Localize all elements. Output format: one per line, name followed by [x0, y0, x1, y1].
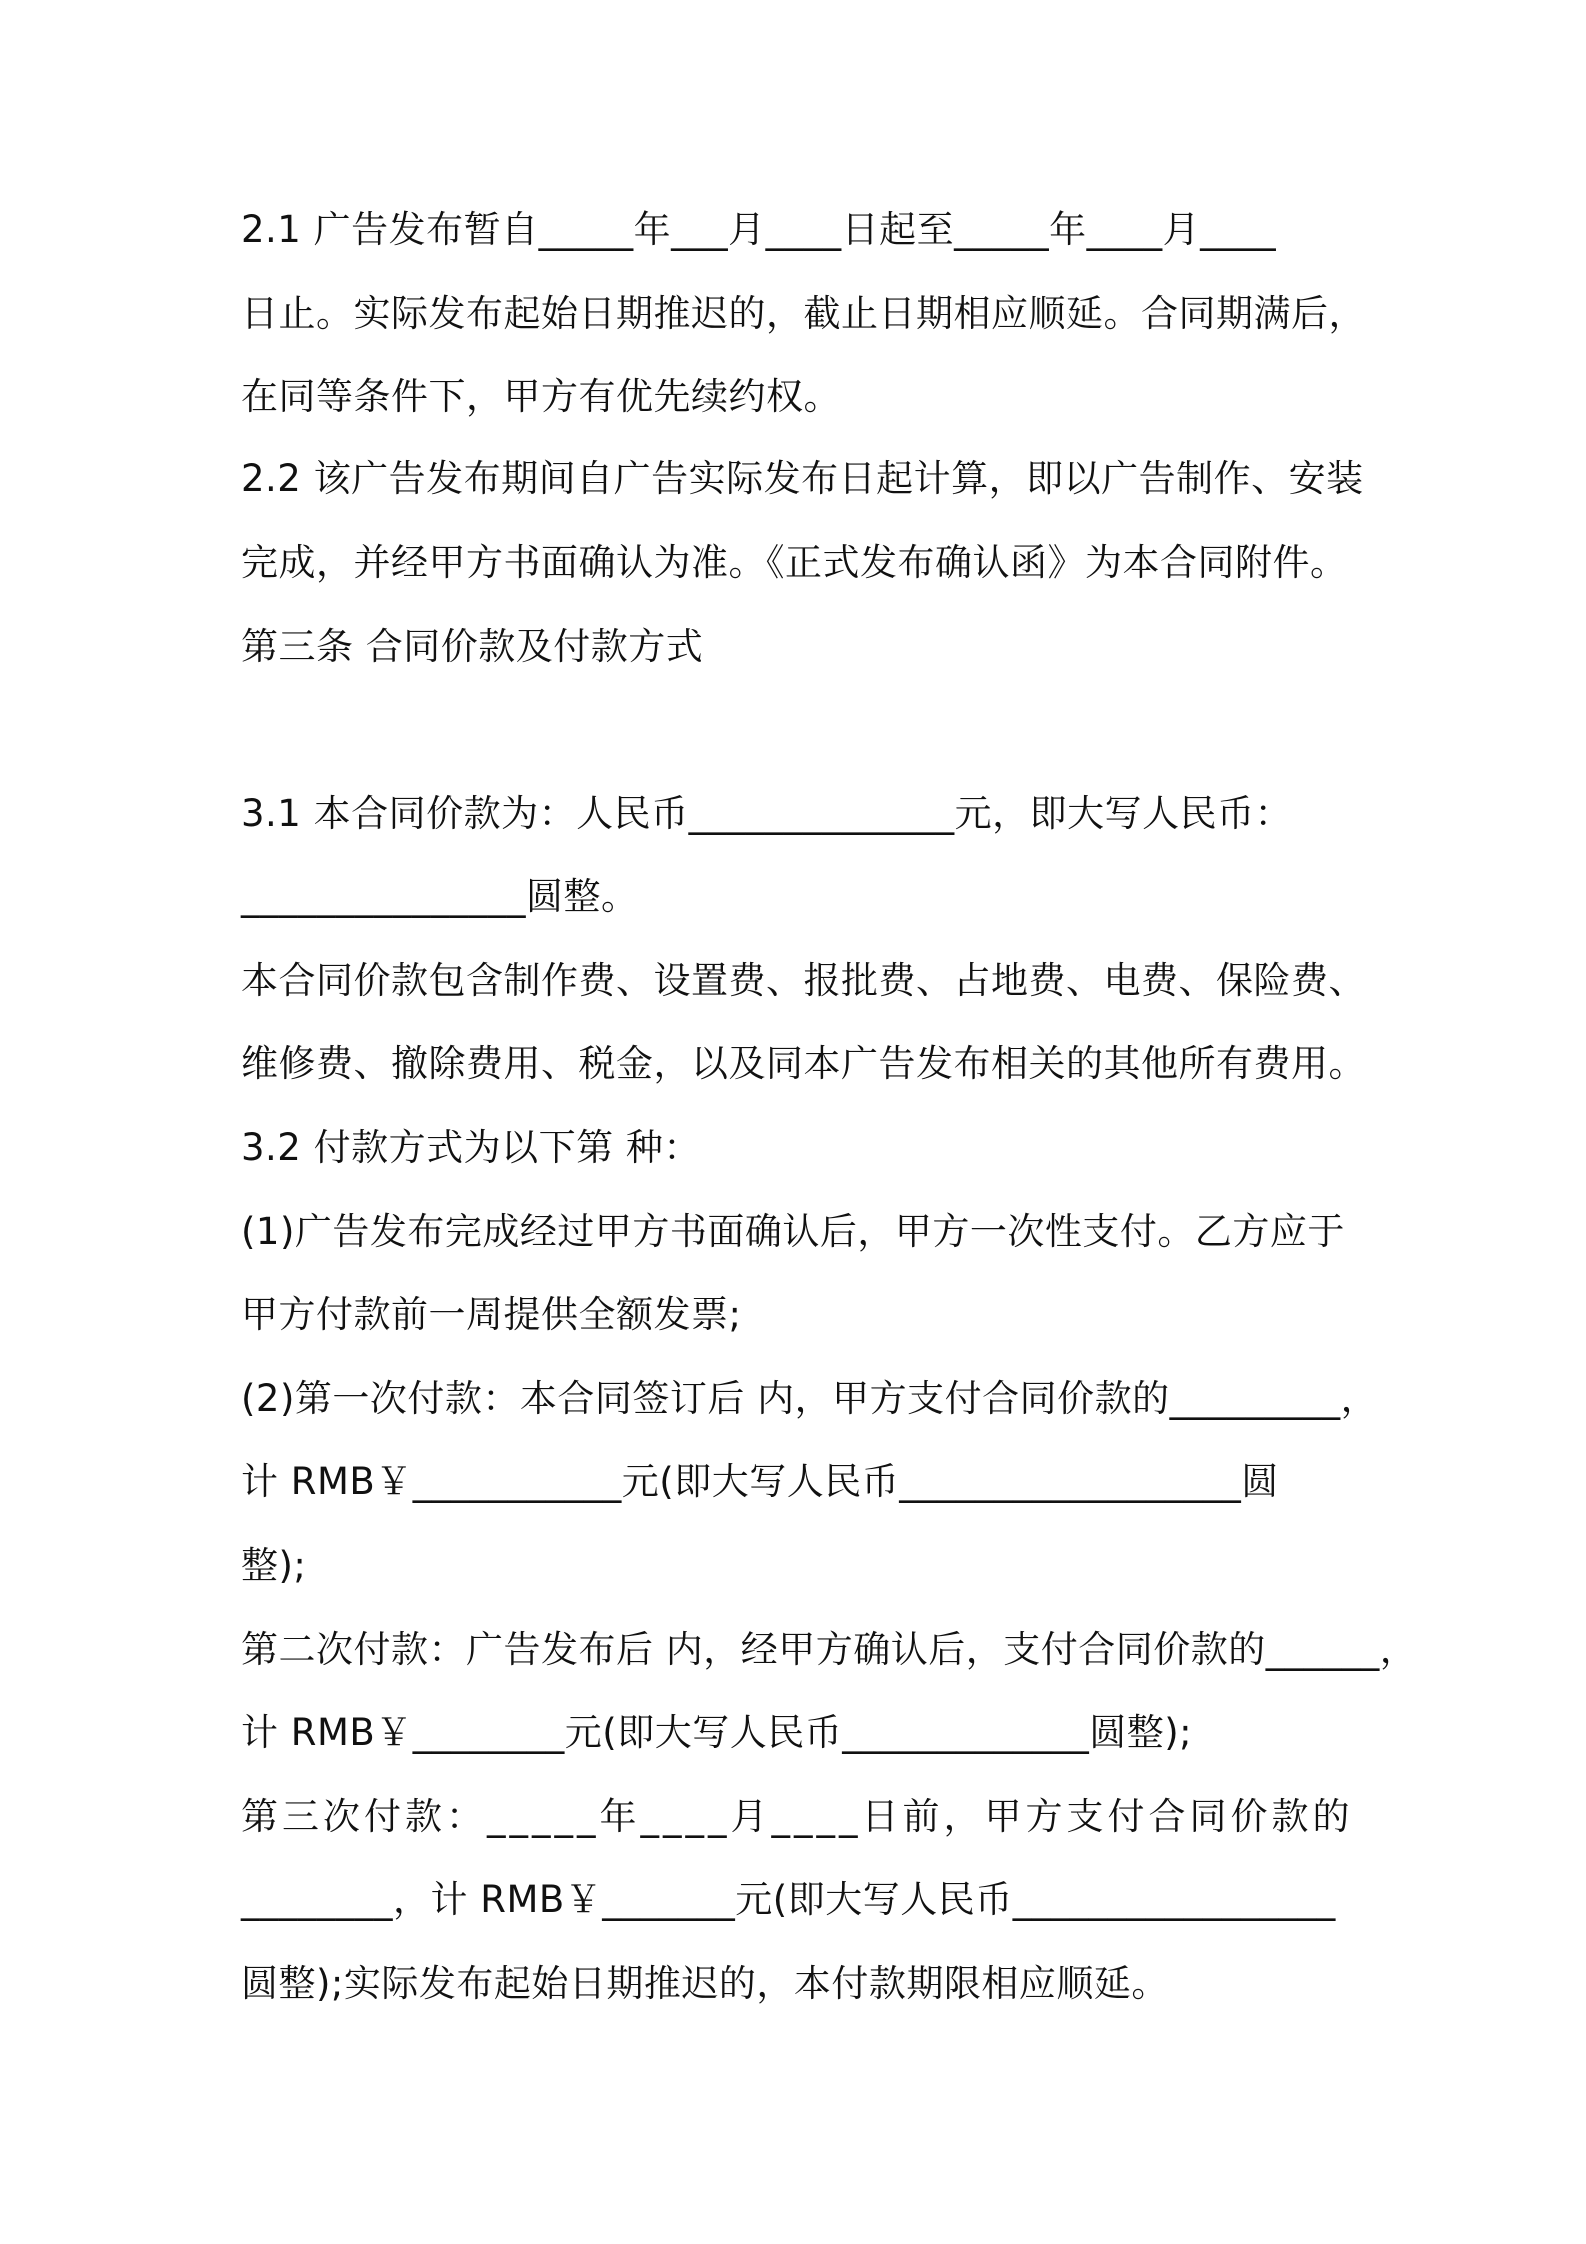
- clause-2-1-line-2: 日止。实际发布起始日期推迟的，截止日期相应顺延。合同期满后，: [241, 292, 1366, 335]
- payment-option-1-line-2: 甲方付款前一周提供全额发票;: [241, 1293, 742, 1336]
- second-payment-line-1: 第二次付款：广告发布后 内，经甲方确认后，支付合同价款的______，: [241, 1628, 1418, 1671]
- clause-2-1-line-3: 在同等条件下，甲方有优先续约权。: [241, 375, 841, 418]
- article-3-heading: 第三条 合同价款及付款方式: [241, 625, 704, 668]
- clause-3-1-line-2: _______________圆整。: [241, 875, 639, 918]
- third-payment-line-3: 圆整);实际发布起始日期推迟的，本付款期限相应顺延。: [241, 1962, 1169, 2005]
- clause-3-2-heading: 3.2 付款方式为以下第 种：: [241, 1126, 701, 1169]
- payment-option-1-line-1: (1)广告发布完成经过甲方书面确认后，甲方一次性支付。乙方应于: [241, 1210, 1345, 1253]
- first-payment-line-1: (2)第一次付款：本合同签订后 内，甲方支付合同价款的_________，: [241, 1377, 1379, 1420]
- third-payment-line-1: 第三次付款：_____年____月____日前，甲方支付合同价款的: [241, 1795, 1354, 1838]
- price-inclusion-line-2: 维修费、撤除费用、税金，以及同本广告发布相关的其他所有费用。: [241, 1042, 1366, 1085]
- first-payment-line-2: 计 RMB￥___________元(即大写人民币__________________圆: [241, 1460, 1279, 1503]
- price-inclusion-line-1: 本合同价款包含制作费、设置费、报批费、占地费、电费、保险费、: [241, 959, 1366, 1002]
- third-payment-line-2: ________，计 RMB￥_______元(即大写人民币_________________: [241, 1878, 1336, 1921]
- clause-2-2-line-2: 完成，并经甲方书面确认为准。《正式发布确认函》为本合同附件。: [241, 541, 1348, 584]
- clause-2-1-line-1: 2.1 广告发布暂自_____年___月____日起至_____年____月____: [241, 208, 1277, 251]
- second-payment-line-2: 计 RMB￥________元(即大写人民币_____________圆整);: [241, 1711, 1193, 1754]
- first-payment-line-3: 整);: [241, 1544, 307, 1587]
- clause-2-2-line-1: 2.2 该广告发布期间自广告实际发布日起计算，即以广告制作、安装: [241, 457, 1364, 500]
- clause-3-1-line-1: 3.1 本合同价款为：人民币______________元，即大写人民币：: [241, 792, 1293, 835]
